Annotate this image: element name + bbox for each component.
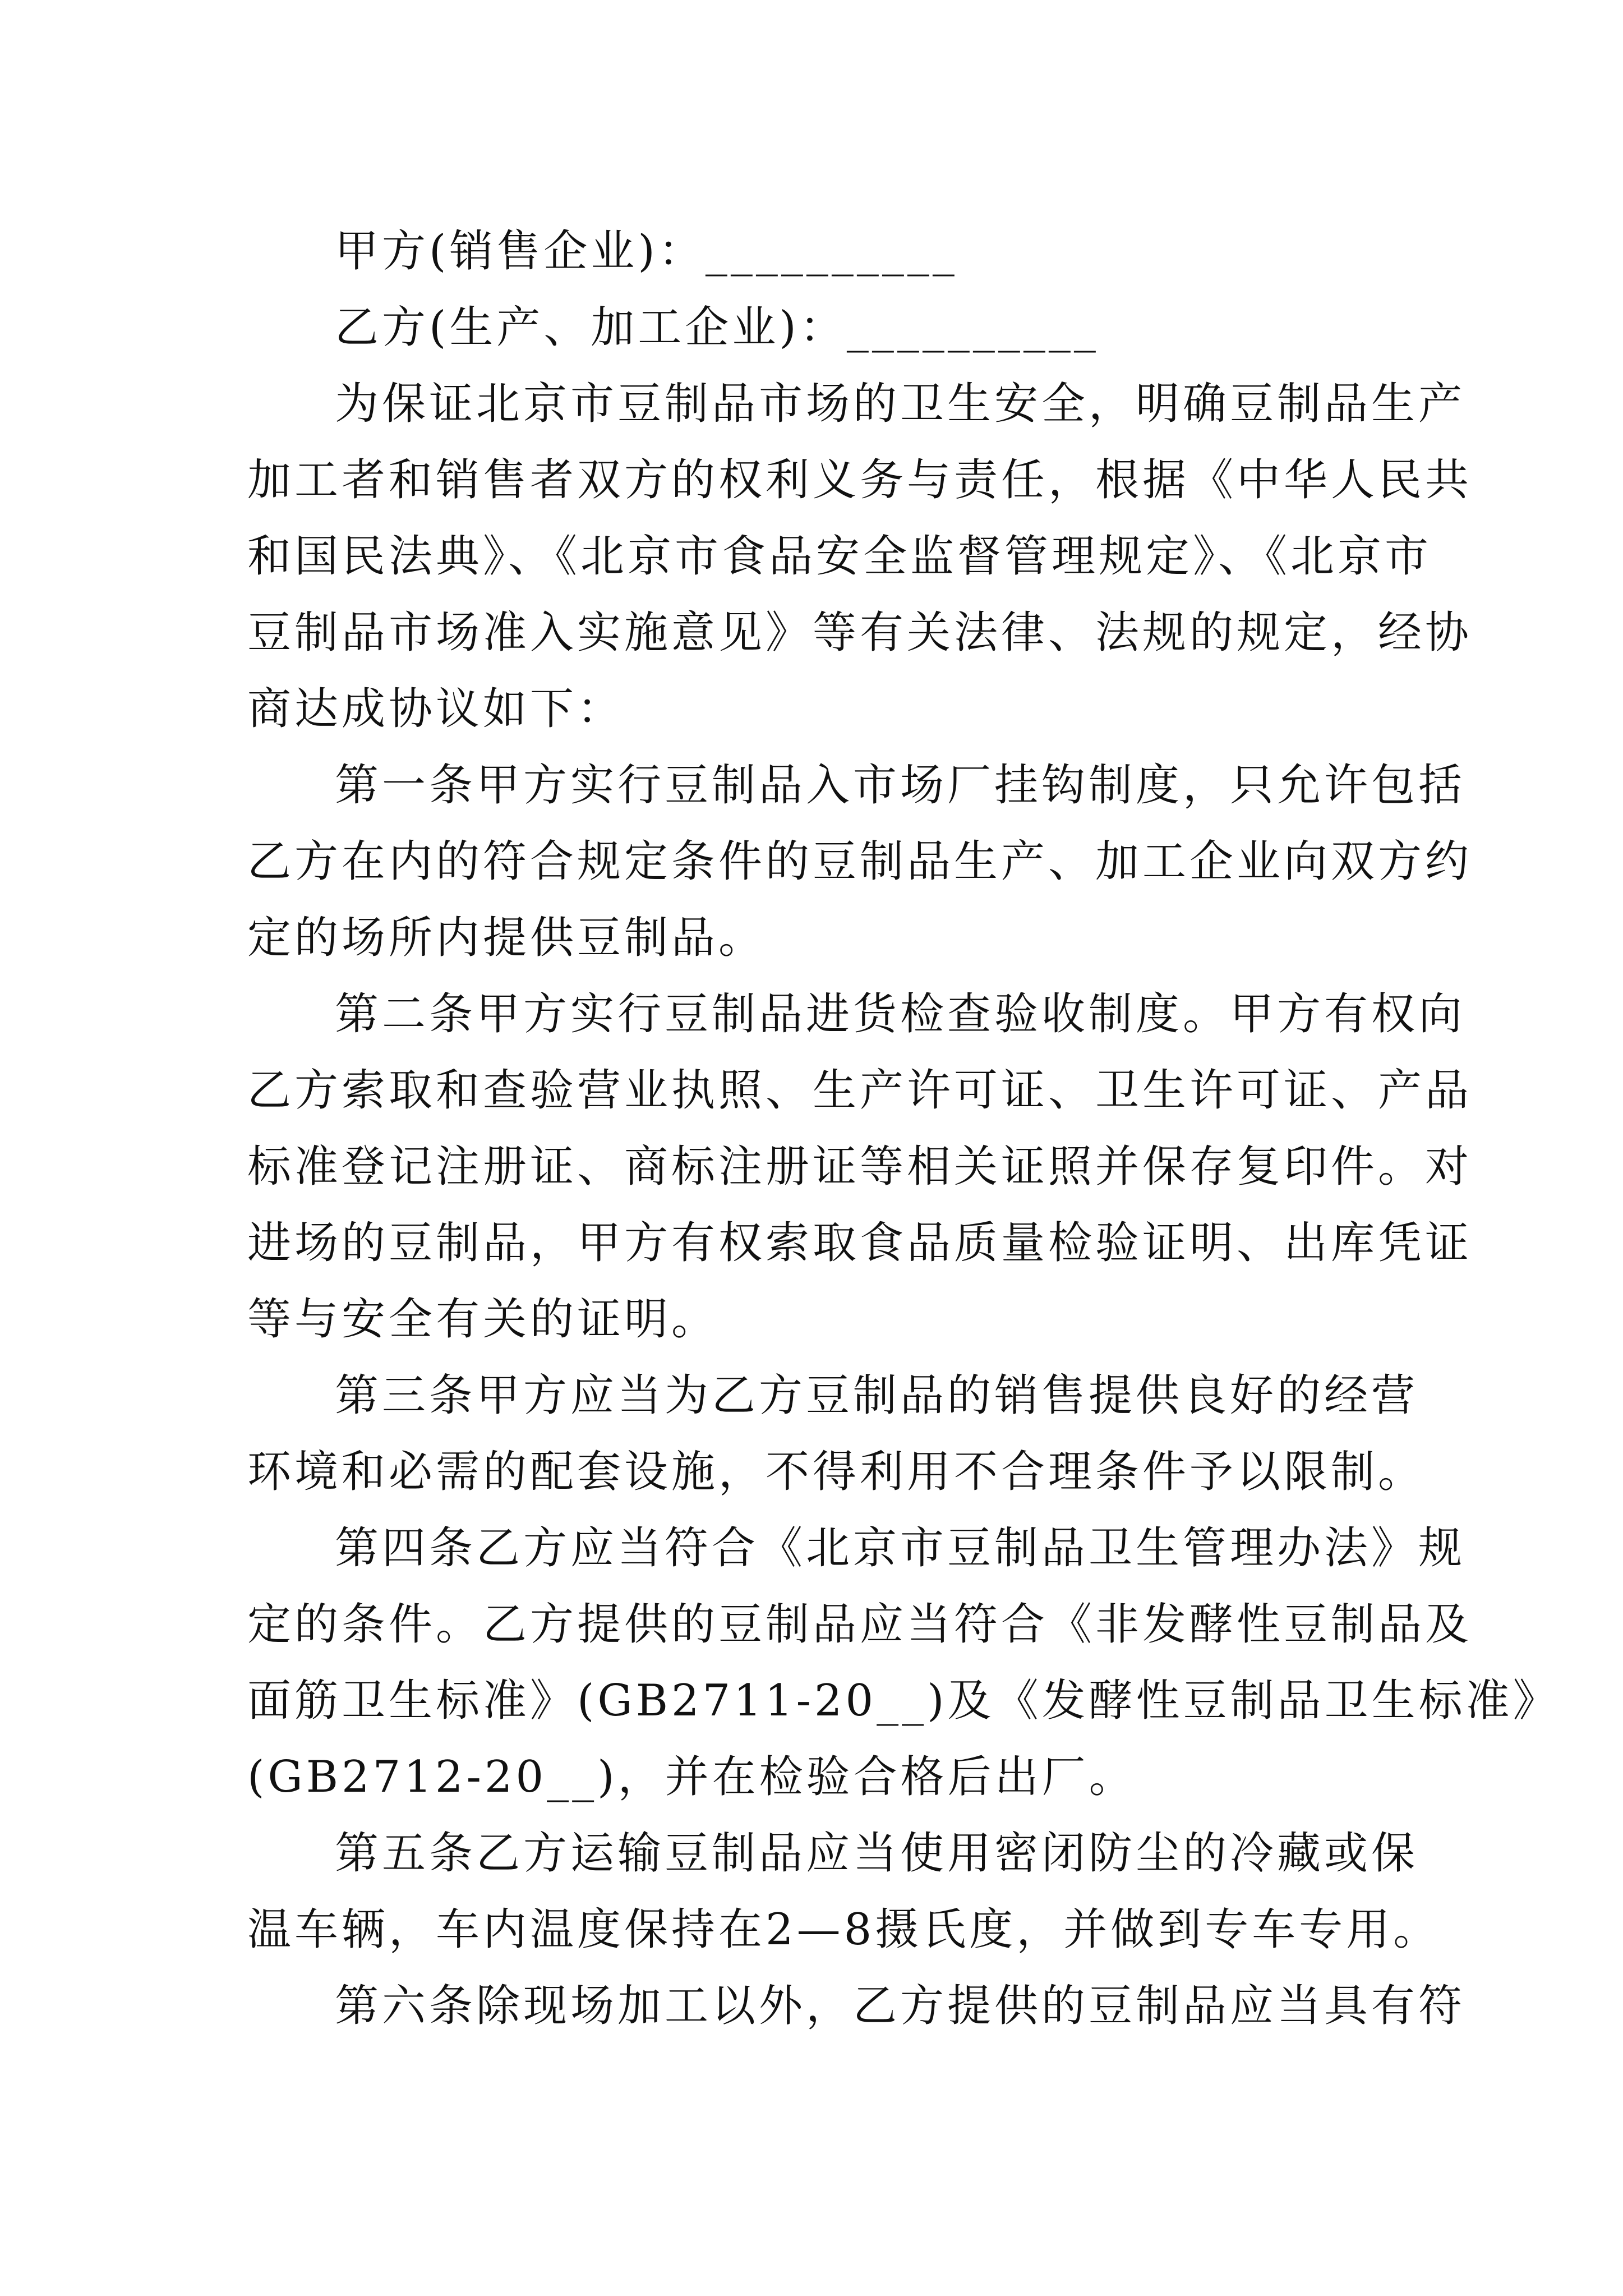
article-4-line: 面筋卫生标准》(GB2711-20__)及《发酵性豆制品卫生标准》 (247, 1676, 1560, 1726)
article-2-line: 标准登记注册证、商标注册证等相关证照并保存复印件。对 (247, 1142, 1473, 1192)
article-6-line: 第六条除现场加工以外，乙方提供的豆制品应当具有符 (335, 1981, 1466, 2031)
preamble-line: 加工者和销售者双方的权利义务与责任，根据《中华人民共 (247, 455, 1473, 505)
article-1-line: 乙方在内的符合规定条件的豆制品生产、加工企业向双方约 (247, 836, 1473, 887)
article-2-line: 乙方索取和查验营业执照、生产许可证、卫生许可证、产品 (247, 1065, 1473, 1116)
article-2-line: 进场的豆制品，甲方有权索取食品质量检验证明、出库凭证 (247, 1218, 1473, 1268)
preamble-line: 和国民法典》、《北京市食品安全监督管理规定》、《北京市 (247, 531, 1432, 582)
article-3-line: 环境和必需的配套设施，不得利用不合理条件予以限制。 (247, 1447, 1426, 1497)
party-a-line: 甲方(销售企业)：__________ (335, 226, 958, 277)
article-5-line: 第五条乙方运输豆制品应当使用密闭防尘的冷藏或保 (335, 1828, 1419, 1879)
preamble-line: 商达成协议如下： (247, 684, 625, 734)
preamble-line: 为保证北京市豆制品市场的卫生安全，明确豆制品生产 (335, 379, 1466, 429)
article-1-line: 第一条甲方实行豆制品入市场厂挂钩制度，只允许包括 (335, 760, 1466, 811)
document-body (247, 213, 1560, 2044)
article-2-line: 第二条甲方实行豆制品进货检查验收制度。甲方有权向 (335, 989, 1466, 1039)
party-b-line: 乙方(生产、加工企业)：__________ (335, 302, 1099, 353)
article-1-line: 定的场所内提供豆制品。 (247, 913, 766, 963)
article-4-line: (GB2712-20__)，并在检验合格后出厂。 (247, 1752, 1136, 1802)
preamble-line: 豆制品市场准入实施意见》等有关法律、法规的规定，经协 (247, 608, 1473, 658)
article-5-line: 温车辆，车内温度保持在2—8摄氏度，并做到专车专用。 (247, 1904, 1441, 1955)
article-2-line: 等与安全有关的证明。 (247, 1294, 719, 1345)
article-4-line: 第四条乙方应当符合《北京市豆制品卫生管理办法》规 (335, 1523, 1466, 1573)
article-3-line: 第三条甲方应当为乙方豆制品的销售提供良好的经营 (335, 1370, 1419, 1421)
article-4-line: 定的条件。乙方提供的豆制品应当符合《非发酵性豆制品及 (247, 1599, 1473, 1650)
